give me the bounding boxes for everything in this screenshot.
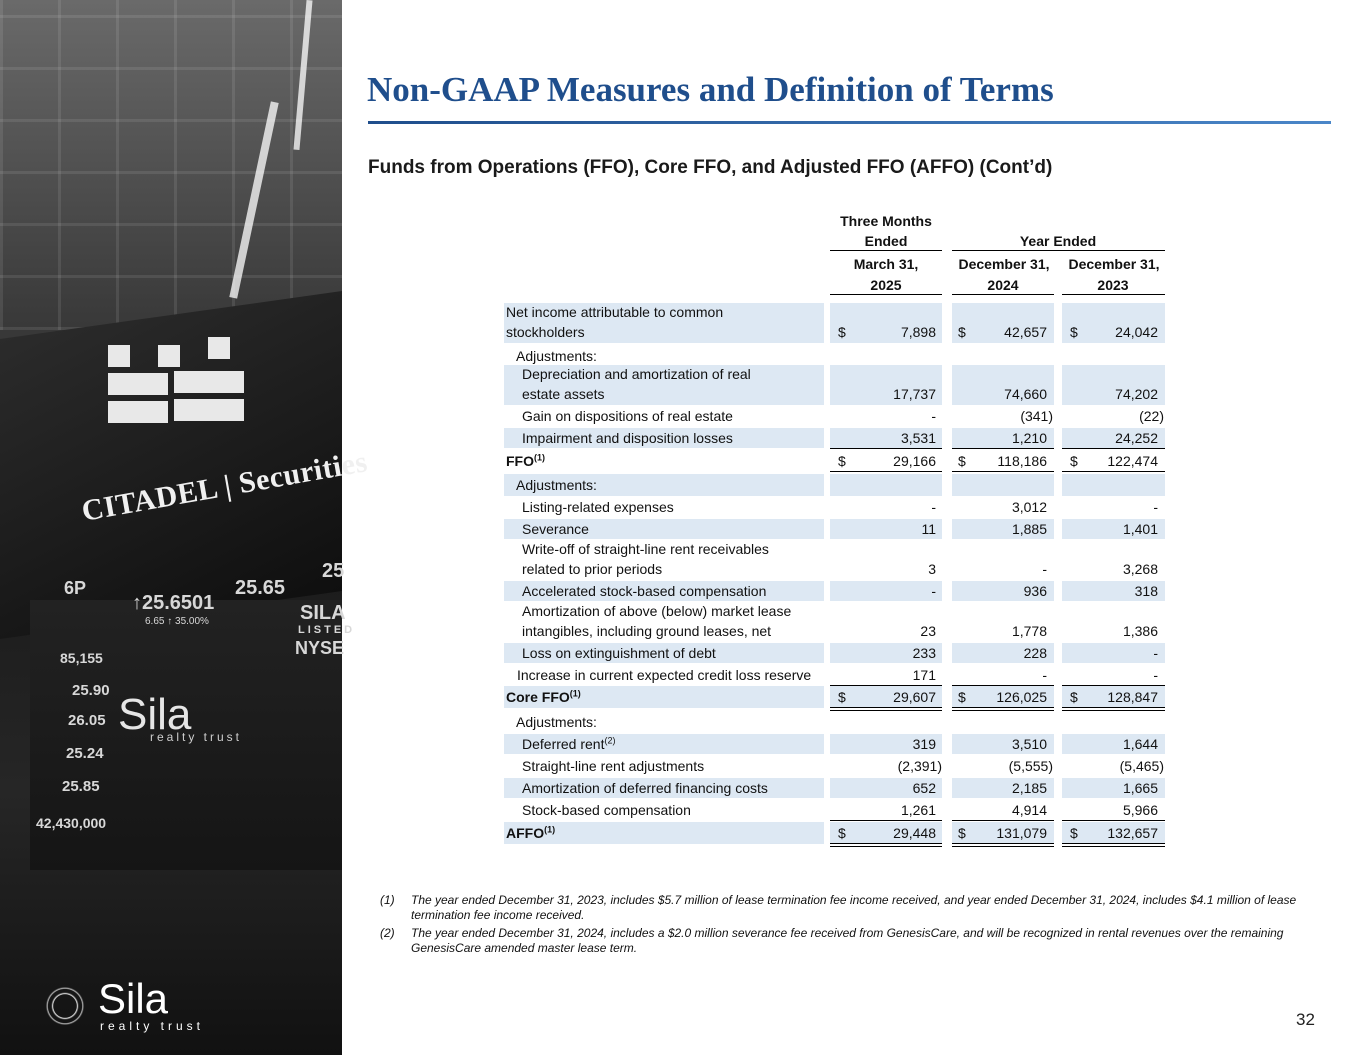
row-label-line2: intangibles, including ground leases, net [522,623,772,639]
col1-year: 2025 [870,277,902,293]
row-label-text: Depreciation and amortization of real [522,366,751,382]
cell-value: (22) [1139,407,1164,424]
total-rule [830,710,942,711]
cell-value: 29,166 [893,452,936,469]
row-label [522,521,589,538]
cell-shade [952,474,1054,496]
row-label [506,304,723,321]
col3-date: December 31, [1068,256,1160,272]
col1-date: March 31, [853,256,919,272]
total-rule [952,710,1054,711]
row-label [522,603,791,620]
cell-value: 74,202 [1115,386,1158,402]
ticker-value: 25.90 [72,682,110,699]
cell-value: 4,914 [1011,801,1047,818]
cell-value: - [1042,561,1047,577]
cell-value: - [1153,644,1158,661]
cell-value: 29,448 [893,824,936,841]
row-label [522,541,769,558]
cell-value: 132,657 [1107,824,1158,841]
subtotal-rule [1062,820,1165,821]
row-label-text: Stock-based compensation [522,801,691,818]
cell-value: 29,607 [893,688,936,705]
cell-value: (2,391) [897,757,942,774]
footnote-number: (1) [380,893,395,907]
cell-value: - [931,407,936,424]
currency-symbol: $ [958,452,966,469]
total-rule [1062,707,1165,708]
footnote-text: The year ended December 31, 2023, includes $5.7 million of lease termination fee income received, and year ended December 31, 2024, includes $4.1 million of lease termination fee income received. [411,893,1297,922]
subtotal-rule [830,448,942,449]
row-label [522,645,716,662]
row-label [516,477,597,494]
total-rule [952,843,1054,844]
cell-value: 228 [1023,644,1047,661]
row-label [522,802,691,819]
col2-year: 2024 [987,277,1019,293]
cell-value: 1,401 [1122,520,1158,537]
ticker-value: 85,155 [60,650,103,666]
currency-symbol: $ [958,688,966,705]
row-label-line2: estate assets [522,386,605,402]
row-label-text: Adjustments: [516,713,597,730]
total-rule [1062,710,1165,711]
ticker-value: 6.65 ↑ 35.00% [145,616,209,627]
page-number: 32 [1296,1010,1315,1029]
cell-value: 1,778 [1011,623,1047,639]
currency-symbol: $ [1070,324,1078,340]
footnote-ref: (1) [534,451,545,462]
ticker-value: 6P [64,578,87,598]
cell-value: 318 [1134,582,1158,599]
subtotal-rule [952,820,1054,821]
row-label-text: Amortization of above (below) market lease [522,603,792,619]
total-rule [1062,471,1165,472]
ticker-value: 25.85 [62,778,100,795]
footnote-ref: (2) [604,734,616,745]
cell-value: - [931,498,936,515]
building-logo-icon [108,345,248,435]
cell-value: 233 [912,644,936,661]
ticker-value: 25.65 [235,577,286,599]
cell-value: 5,966 [1122,801,1158,818]
cell-value: 936 [1023,582,1047,599]
total-rule [1062,843,1165,844]
cell-value: (341) [1020,407,1053,424]
header-rule [1062,294,1165,295]
cell-value: 3,012 [1011,498,1047,515]
row-label-text: Accelerated stock-based compensation [522,582,767,599]
row-label [506,689,581,706]
logo-wordmark: Sila [98,975,169,1022]
ticker-listed: LISTED [298,624,356,636]
cover-photo [0,0,370,1055]
cell-value: (5,555) [1008,757,1053,774]
row-label-text: Write-off of straight-line rent receivables [522,541,769,557]
ticker-value: ↑25.6501 [132,592,215,614]
currency-symbol: $ [958,324,966,340]
total-rule [830,471,942,472]
footnote-number: (2) [380,926,395,940]
cell-shade [830,474,942,496]
cell-value: 42,657 [1004,324,1047,340]
row-label-text: Gain on dispositions of real estate [522,407,733,424]
col1-header-line2: Ended [864,233,908,249]
cell-value: 11 [921,520,936,537]
row-label [522,430,733,447]
row-label-text: Increase in current expected credit loss reserve [517,666,812,683]
row-label [516,714,597,731]
row-label [522,408,733,425]
row-label-text: Adjustments: [516,347,597,364]
cell-value: 17,737 [893,386,936,402]
cell-value: - [931,582,936,599]
subtotal-rule [952,448,1054,449]
subtotal-rule [830,820,942,821]
currency-symbol: $ [1070,688,1078,705]
sila-sign-wordmark: Sila [118,690,192,739]
year-ended-header: Year Ended [1019,233,1097,249]
total-rule [830,707,942,708]
cell-value: 1,210 [1011,429,1047,446]
row-label [522,366,751,383]
footnote-text: The year ended December 31, 2024, includes a $2.0 million severance fee received from GenesisCare, and will be recognized in rental revenues over the remaining GenesisCare amended master lease term. [411,926,1284,955]
total-rule [952,707,1054,708]
cell-value: 122,474 [1107,452,1158,469]
cell-value: 1,261 [900,801,936,818]
cell-value: - [1042,666,1047,683]
col1-header-line1: Three Months [840,213,932,229]
cell-value: 23 [920,623,936,639]
row-label-text: Net income attributable to common [506,304,724,320]
currency-symbol: $ [958,824,966,841]
ticker-value: 26.05 [68,712,106,729]
footnote-ref: (1) [569,687,581,698]
currency-symbol: $ [838,452,846,469]
cell-value: 3 [928,561,936,577]
cell-value: 74,660 [1004,386,1047,402]
cell-value: 3,510 [1011,735,1047,752]
cell-value: 1,386 [1122,623,1158,639]
row-label-text: Straight-line rent adjustments [522,757,705,774]
row-label [516,348,597,365]
row-label [522,736,615,753]
cell-value: 1,885 [1011,520,1047,537]
row-label [522,499,674,516]
page-title: Non-GAAP Measures and Definition of Terms [367,70,1054,109]
cell-value: 24,042 [1115,324,1158,340]
cell-value: - [1153,498,1158,515]
cell-value: 131,079 [996,824,1047,841]
citadel-sign-text: CITADEL | Securities [79,445,370,528]
row-label-text: Adjustments: [516,476,597,493]
row-label-text: Listing-related expenses [522,498,674,515]
total-rule [952,471,1054,472]
ticker-value: 25.24 [66,745,104,762]
row-label [506,453,545,470]
header-rule [952,294,1054,295]
header-rule [830,294,942,295]
title-divider [368,121,1331,124]
row-label-line2: related to prior periods [522,561,663,577]
cell-value: 3,531 [900,429,936,446]
row-label-text: Loss on extinguishment of debt [522,644,716,661]
row-label-text: Deferred rent [522,735,605,752]
row-label [522,758,704,775]
cell-value: 7,898 [900,324,936,340]
row-label [506,825,555,842]
currency-symbol: $ [1070,452,1078,469]
ticker-value: 25 [322,560,345,582]
currency-symbol: $ [1070,824,1078,841]
header-rule [830,250,942,251]
header-rule [952,250,1165,251]
row-label-text: FFO [506,452,534,469]
total-rule [952,846,1054,847]
row-label [517,667,811,684]
ticker-nyse: NYSE [295,638,345,658]
subtotal-rule [1062,448,1165,449]
starburst-icon [38,979,92,1033]
row-label-text: AFFO [506,824,545,841]
row-label [522,583,766,600]
cell-value: 171 [912,666,936,683]
currency-symbol: $ [838,824,846,841]
cell-value: 3,268 [1122,561,1158,577]
cell-value: 2,185 [1011,779,1047,796]
currency-symbol: $ [838,688,846,705]
cell-value: 1,644 [1122,735,1158,752]
ticker-sila: SILA [300,602,346,624]
total-rule [830,846,942,847]
cell-value: 118,186 [997,452,1047,469]
ceiling-grid [0,0,342,330]
sila-sign-subtext: realty trust [150,730,243,744]
footnote-ref: (1) [544,823,556,834]
row-label-text: Severance [522,520,589,537]
row-label-text: Core FFO [506,688,570,705]
ticker-value: 42,430,000 [36,815,107,831]
logo-subtext: realty trust [100,1019,205,1033]
row-label [522,780,768,797]
total-rule [1062,846,1165,847]
row-label-line2: stockholders [506,324,585,340]
row-label-text: Impairment and disposition losses [522,429,733,446]
currency-symbol: $ [838,324,846,340]
row-label-text: Amortization of deferred financing costs [522,779,768,796]
cell-shade [1062,474,1165,496]
cell-value: - [1153,666,1158,683]
section-subtitle: Funds from Operations (FFO), Core FFO, and Adjusted FFO (AFFO) (Cont’d) [368,157,1053,178]
cell-value: 126,025 [996,688,1047,705]
col2-date: December 31, [958,256,1050,272]
cell-value: 652 [912,779,936,796]
total-rule [830,843,942,844]
cell-value: 24,252 [1115,429,1158,446]
col3-year: 2023 [1097,277,1129,293]
cell-value: (5,465) [1119,757,1164,774]
cell-value: 319 [912,735,936,752]
cell-value: 128,847 [1107,688,1158,705]
cell-value: 1,665 [1122,779,1158,796]
